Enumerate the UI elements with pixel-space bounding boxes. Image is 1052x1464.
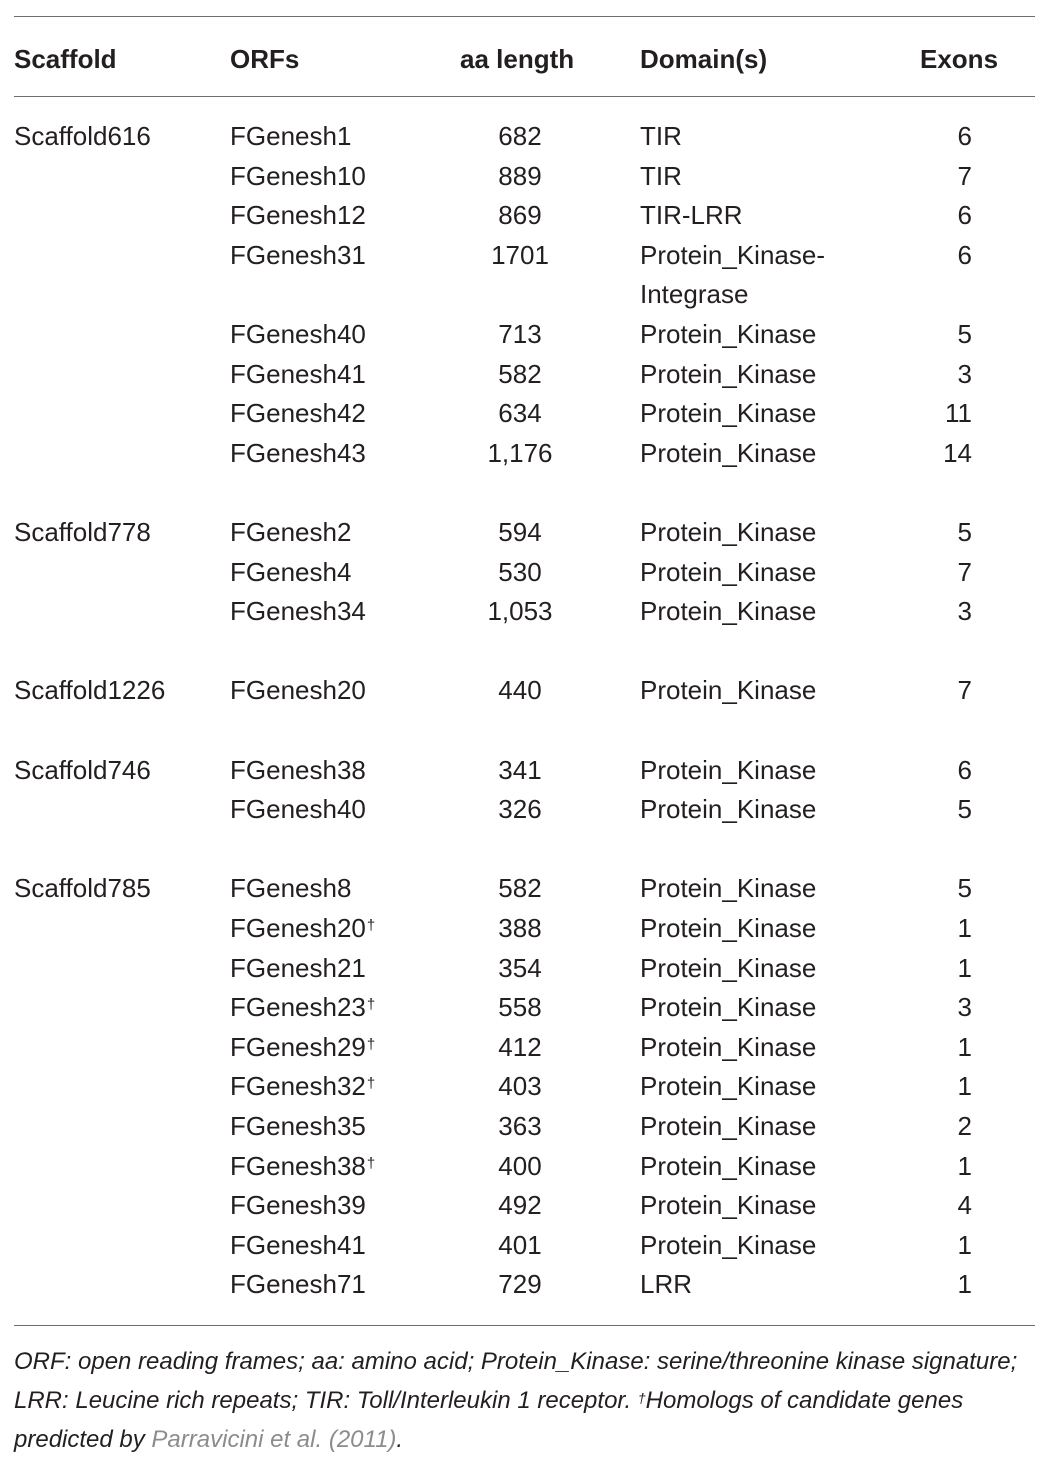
cell-aa-length: 1,053 bbox=[487, 596, 553, 627]
cell-orf bbox=[230, 1186, 366, 1226]
cell-domain: Protein_Kinase bbox=[640, 1229, 817, 1260]
orf-name: FGenesh10 bbox=[230, 160, 366, 191]
cell-aa-length: 729 bbox=[498, 1269, 542, 1300]
dagger-mark: † bbox=[366, 996, 376, 1014]
cell-aa-length: 401 bbox=[498, 1229, 542, 1260]
orf-name: FGenesh71 bbox=[230, 1269, 366, 1300]
cell-orf bbox=[230, 909, 375, 949]
table-row bbox=[0, 1107, 1052, 1147]
cell-aa-length: 682 bbox=[498, 121, 542, 151]
footnote-end: . bbox=[396, 1426, 404, 1453]
cell-exons: 1 bbox=[957, 952, 972, 983]
cell-exons: 1 bbox=[957, 1229, 972, 1260]
cell-aa-length: 388 bbox=[498, 913, 542, 943]
cell-exons: 5 bbox=[957, 517, 972, 547]
cell-exons: 7 bbox=[957, 160, 972, 191]
table-row bbox=[0, 1028, 1052, 1068]
header-scaffold: Scaffold bbox=[14, 44, 117, 74]
cell-domain: Protein_Kinase bbox=[640, 992, 817, 1023]
table-row bbox=[0, 909, 1052, 949]
cell-exons: 7 bbox=[957, 675, 972, 706]
cell-orf bbox=[230, 1107, 366, 1147]
table-row bbox=[0, 751, 1052, 791]
cell-aa-length: 354 bbox=[498, 952, 542, 983]
cell-aa-length: 363 bbox=[498, 1111, 542, 1141]
orf-name: FGenesh43 bbox=[230, 437, 366, 468]
cell-domain: Protein_Kinase bbox=[640, 952, 817, 983]
cell-aa-length: 1,176 bbox=[487, 437, 553, 468]
cell-aa-length: 341 bbox=[498, 754, 542, 785]
cell-aa-length: 634 bbox=[498, 398, 542, 429]
orf-name: FGenesh34 bbox=[230, 596, 366, 627]
orf-name: FGenesh40 bbox=[230, 794, 366, 825]
cell-domain: LRR bbox=[640, 1269, 693, 1300]
table-row bbox=[0, 513, 1052, 553]
table-row bbox=[0, 236, 1052, 310]
cell-domain: Protein_Kinase bbox=[640, 754, 817, 785]
cell-domain: Protein_Kinase bbox=[640, 398, 817, 429]
orf-name: FGenesh4 bbox=[230, 556, 352, 587]
cell-domain-continued: Integrase bbox=[640, 279, 749, 310]
cell-exons: 7 bbox=[957, 556, 972, 587]
orf-name: FGenesh8 bbox=[230, 873, 352, 904]
cell-orf bbox=[230, 1028, 375, 1068]
cell-scaffold: Scaffold1226 bbox=[14, 675, 166, 706]
dagger-mark: † bbox=[366, 917, 376, 934]
table-header bbox=[0, 40, 1052, 76]
orf-name: FGenesh23 bbox=[230, 992, 366, 1023]
table-row bbox=[0, 790, 1052, 830]
table-row bbox=[0, 434, 1052, 474]
cell-domain: Protein_Kinase bbox=[640, 319, 817, 349]
table-row bbox=[0, 1147, 1052, 1187]
orf-name: FGenesh41 bbox=[230, 358, 366, 389]
cell-aa-length: 326 bbox=[498, 794, 542, 825]
cell-aa-length: 530 bbox=[498, 556, 542, 587]
cell-scaffold: Scaffold778 bbox=[14, 517, 151, 547]
cell-orf bbox=[230, 236, 366, 276]
table-row bbox=[0, 157, 1052, 197]
table-row bbox=[0, 1265, 1052, 1305]
reference-link[interactable]: Parravicini et al. (2011) bbox=[151, 1426, 397, 1453]
cell-domain: Protein_Kinase bbox=[640, 1190, 817, 1221]
table-row bbox=[0, 196, 1052, 236]
cell-orf bbox=[230, 592, 366, 632]
cell-domain: TIR bbox=[640, 160, 682, 191]
table-row bbox=[0, 553, 1052, 593]
cell-orf bbox=[230, 513, 351, 553]
cell-orf bbox=[230, 790, 366, 830]
table-body bbox=[0, 117, 1052, 1307]
table-row bbox=[0, 988, 1052, 1028]
header-exons: Exons bbox=[920, 44, 999, 74]
table-row bbox=[0, 869, 1052, 909]
cell-scaffold: Scaffold616 bbox=[14, 121, 151, 151]
cell-domain: Protein_Kinase bbox=[640, 437, 817, 468]
cell-scaffold: Scaffold785 bbox=[14, 873, 151, 904]
cell-exons: 5 bbox=[957, 794, 972, 825]
cell-exons: 6 bbox=[957, 121, 972, 151]
cell-orf bbox=[230, 157, 366, 197]
orf-name: FGenesh40 bbox=[230, 319, 366, 349]
cell-aa-length: 869 bbox=[498, 200, 542, 231]
cell-orf bbox=[230, 553, 351, 593]
cell-aa-length: 403 bbox=[498, 1071, 542, 1102]
cell-domain: Protein_Kinase bbox=[640, 596, 817, 627]
orf-name: FGenesh39 bbox=[230, 1190, 366, 1221]
cell-domain: Protein_Kinase bbox=[640, 675, 817, 706]
cell-domain: TIR bbox=[640, 121, 682, 151]
cell-aa-length: 594 bbox=[498, 517, 542, 547]
cell-orf bbox=[230, 751, 366, 791]
cell-domain: TIR-LRR bbox=[640, 200, 743, 231]
orf-name: FGenesh32 bbox=[230, 1071, 366, 1102]
table-row bbox=[0, 394, 1052, 434]
cell-exons: 3 bbox=[957, 992, 972, 1023]
orf-name: FGenesh31 bbox=[230, 239, 366, 270]
orf-name: FGenesh12 bbox=[230, 200, 366, 231]
orf-name: FGenesh1 bbox=[230, 121, 352, 151]
cell-orf bbox=[230, 1265, 366, 1305]
cell-domain: Protein_Kinase bbox=[640, 1071, 817, 1102]
cell-exons: 6 bbox=[957, 754, 972, 785]
cell-aa-length: 582 bbox=[498, 873, 542, 904]
table-row bbox=[0, 1186, 1052, 1226]
cell-aa-length: 558 bbox=[498, 992, 542, 1023]
cell-orf bbox=[230, 1226, 366, 1266]
cell-orf bbox=[230, 355, 366, 395]
cell-exons: 14 bbox=[943, 437, 972, 468]
cell-aa-length: 889 bbox=[498, 160, 542, 191]
header-domains: Domain(s) bbox=[640, 44, 768, 74]
cell-exons: 2 bbox=[957, 1111, 972, 1141]
dagger-mark: † bbox=[366, 1035, 376, 1053]
orf-name: FGenesh38 bbox=[230, 754, 366, 785]
cell-aa-length: 400 bbox=[498, 1150, 542, 1181]
orf-name: FGenesh20 bbox=[230, 913, 366, 943]
cell-domain: Protein_Kinase bbox=[640, 913, 817, 943]
cell-orf bbox=[230, 196, 366, 236]
cell-aa-length: 713 bbox=[498, 319, 542, 349]
cell-orf bbox=[230, 1147, 375, 1187]
cell-domain: Protein_Kinase- bbox=[640, 239, 825, 270]
cell-orf bbox=[230, 988, 375, 1028]
table-bottom-rule bbox=[14, 1325, 1035, 1326]
orf-name: FGenesh2 bbox=[230, 517, 352, 547]
cell-domain: Protein_Kinase bbox=[640, 794, 817, 825]
table-top-rule bbox=[14, 16, 1035, 17]
cell-aa-length: 1701 bbox=[491, 239, 549, 270]
table-row bbox=[0, 117, 1052, 157]
orf-name: FGenesh21 bbox=[230, 952, 366, 983]
dagger-mark: † bbox=[366, 1154, 376, 1172]
table-row bbox=[0, 949, 1052, 989]
cell-exons: 1 bbox=[957, 1031, 972, 1062]
cell-exons: 3 bbox=[957, 596, 972, 627]
cell-exons: 1 bbox=[957, 1071, 972, 1102]
cell-exons: 1 bbox=[957, 1269, 972, 1300]
orf-name: FGenesh29 bbox=[230, 1031, 366, 1062]
footnote-text-2: Homologs of candidate genes predicted by bbox=[14, 1387, 964, 1453]
cell-aa-length: 412 bbox=[498, 1031, 542, 1062]
header-orfs: ORFs bbox=[230, 44, 300, 74]
cell-exons: 6 bbox=[957, 239, 972, 270]
table-row bbox=[0, 355, 1052, 395]
cell-orf bbox=[230, 394, 366, 434]
cell-orf bbox=[230, 949, 366, 989]
orf-name: FGenesh20 bbox=[230, 675, 366, 706]
header-rule bbox=[14, 96, 1035, 97]
cell-domain: Protein_Kinase bbox=[640, 1031, 817, 1062]
table-row bbox=[0, 592, 1052, 632]
cell-orf bbox=[230, 434, 366, 474]
cell-aa-length: 492 bbox=[498, 1190, 542, 1221]
header-aa-length: aa length bbox=[460, 44, 575, 74]
table-row bbox=[0, 1226, 1052, 1266]
table-row bbox=[0, 315, 1052, 355]
table-footnote bbox=[14, 1342, 1024, 1459]
cell-aa-length: 582 bbox=[498, 358, 542, 389]
cell-domain: Protein_Kinase bbox=[640, 556, 817, 587]
orf-name: FGenesh38 bbox=[230, 1150, 366, 1181]
cell-exons: 6 bbox=[957, 200, 972, 231]
orf-name: FGenesh42 bbox=[230, 398, 366, 429]
cell-domain: Protein_Kinase bbox=[640, 873, 817, 904]
cell-orf bbox=[230, 869, 351, 909]
cell-orf bbox=[230, 671, 366, 711]
cell-exons: 11 bbox=[945, 398, 972, 429]
cell-orf bbox=[230, 117, 351, 157]
cell-exons: 3 bbox=[957, 358, 972, 389]
footnote-dagger: † bbox=[637, 1390, 646, 1406]
cell-exons: 1 bbox=[957, 1150, 972, 1181]
orf-name: FGenesh41 bbox=[230, 1229, 366, 1260]
dagger-mark: † bbox=[366, 1075, 376, 1093]
cell-exons: 5 bbox=[957, 319, 972, 349]
cell-exons: 4 bbox=[957, 1190, 972, 1221]
footnote-text: ORF: open reading frames; aa: amino acid; Protein_Kinase: serine/threonine kinase signature; LRR: Leucine rich repeats; TIR: Toll/Interleukin 1 receptor. bbox=[14, 1348, 1018, 1414]
table-row bbox=[0, 671, 1052, 711]
cell-exons: 5 bbox=[957, 873, 972, 904]
cell-domain: Protein_Kinase bbox=[640, 1111, 817, 1141]
cell-exons: 1 bbox=[957, 913, 972, 943]
cell-aa-length: 440 bbox=[498, 675, 542, 706]
cell-orf bbox=[230, 1067, 375, 1107]
cell-scaffold: Scaffold746 bbox=[14, 754, 151, 785]
table-row bbox=[0, 1067, 1052, 1107]
orf-name: FGenesh35 bbox=[230, 1111, 366, 1141]
cell-orf bbox=[230, 315, 366, 355]
cell-domain: Protein_Kinase bbox=[640, 517, 817, 547]
cell-domain: Protein_Kinase bbox=[640, 1150, 817, 1181]
cell-domain: Protein_Kinase bbox=[640, 358, 817, 389]
